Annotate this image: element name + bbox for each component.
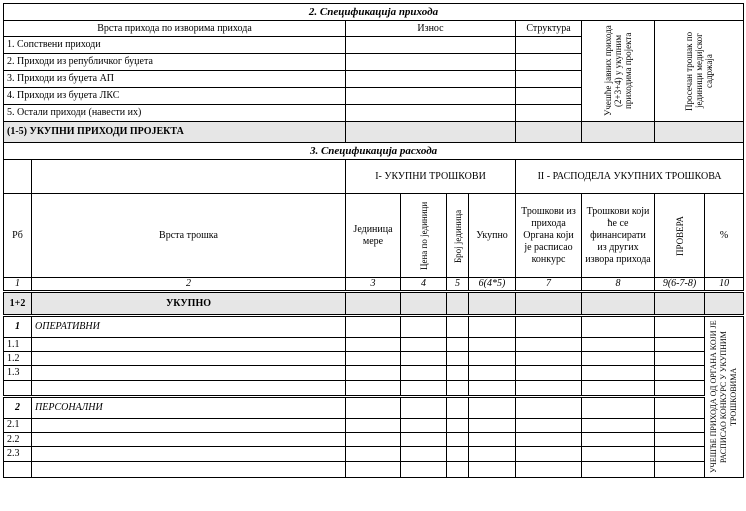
row-rb: 2.2 (4, 433, 32, 447)
column-number: 5 (447, 278, 469, 292)
column-number: 9(6-7-8) (655, 278, 705, 292)
income-structure-cell[interactable] (516, 54, 582, 71)
income-total-avg[interactable] (655, 122, 744, 143)
expense-table (3, 142, 744, 478)
income-structure-cell[interactable] (516, 105, 582, 122)
check-header: ПРОВЕРА (655, 194, 705, 278)
income-total-share[interactable] (582, 122, 655, 143)
total-costs-group-header: I- УКУПНИ ТРОШКОВИ (346, 160, 516, 194)
income-structure-cell[interactable] (516, 71, 582, 88)
row-rb: 1.3 (4, 366, 32, 380)
cost-distribution-group-header: II - РАСПОДЕЛА УКУПНИХ ТРОШКОВА (516, 160, 744, 194)
income-section-title: 2. Спецификација прихода (4, 4, 744, 21)
organ-share-note: УЧЕШЋЕ ПРИХОДА ОД ОРГАНА КОЈИ ЈЕ РАСПИСАО КОНКУРС У УКУПНИМ ТРОШКОВИМА (705, 316, 744, 478)
section-personnel-rb: 2 (4, 396, 32, 418)
income-row-label: 2. Приходи из републичког буџета (4, 54, 346, 71)
row-rb: 2.3 (4, 447, 32, 461)
income-amount-cell[interactable] (346, 37, 516, 54)
grand-total-label: УКУПНО (32, 292, 346, 316)
unit-price-header: Цена по јединици (401, 194, 447, 278)
public-share-header: Учешће јавних прихода (2+3+4) у укупним приходима пројекта (582, 21, 655, 122)
income-row-label: 4. Приходи из буџета ЛКС (4, 88, 346, 105)
rb-header: Рб (4, 194, 32, 278)
other-sources-header: Трошкови који ће се финансирати из других извора прихода (582, 194, 655, 278)
column-number: 4 (401, 278, 447, 292)
row-rb (4, 461, 32, 478)
percent-header: % (705, 194, 744, 278)
avg-cost-header: Просечан трошак по јединици медијског садржаја (655, 21, 744, 122)
total-header: Укупно (469, 194, 516, 278)
cost-type-cell[interactable] (32, 380, 346, 396)
income-total-label: (1-5) УКУПНИ ПРИХОДИ ПРОЈЕКТА (4, 122, 346, 143)
income-row-label: 5. Остали приходи (навести их) (4, 105, 346, 122)
row-rb: 2.1 (4, 418, 32, 432)
column-number: 3 (346, 278, 401, 292)
income-total-structure[interactable] (516, 122, 582, 143)
column-number: 8 (582, 278, 655, 292)
unit-header: Јединица мере (346, 194, 401, 278)
section-operating-rb: 1 (4, 316, 32, 338)
income-total-amount[interactable] (346, 122, 516, 143)
budget-form (3, 3, 743, 478)
column-number: 7 (516, 278, 582, 292)
cost-type-cell[interactable] (32, 337, 346, 351)
section-personnel-label: ПЕРСОНАЛНИ (32, 396, 346, 418)
income-table (3, 3, 744, 143)
income-amount-cell[interactable] (346, 71, 516, 88)
income-type-header: Врста прихода по изворима прихода (4, 21, 346, 37)
income-structure-header: Структура (516, 21, 582, 37)
income-row-label: 1. Сопствени приходи (4, 37, 346, 54)
income-structure-cell[interactable] (516, 88, 582, 105)
expense-section-title: 3. Спецификација расхода (4, 143, 744, 160)
section-operating-label: ОПЕРАТИВНИ (32, 316, 346, 338)
grand-total-rb: 1+2 (4, 292, 32, 316)
row-rb (4, 380, 32, 396)
income-amount-cell[interactable] (346, 54, 516, 71)
row-rb: 1.2 (4, 352, 32, 366)
cost-type-header: Врста трошка (32, 194, 346, 278)
cost-type-cell[interactable] (32, 447, 346, 461)
cost-type-cell[interactable] (32, 433, 346, 447)
cost-type-cell[interactable] (32, 418, 346, 432)
income-amount-cell[interactable] (346, 105, 516, 122)
income-row-label: 3. Приходи из буџета АП (4, 71, 346, 88)
cost-type-cell[interactable] (32, 461, 346, 478)
column-number: 1 (4, 278, 32, 292)
income-amount-cell[interactable] (346, 88, 516, 105)
income-amount-header: Износ (346, 21, 516, 37)
unit-count-header: Број јединица (447, 194, 469, 278)
column-number: 6(4*5) (469, 278, 516, 292)
organ-costs-header: Трошкови из прихода Органа који је расписао конкурс (516, 194, 582, 278)
cost-type-cell[interactable] (32, 352, 346, 366)
income-structure-cell[interactable] (516, 37, 582, 54)
column-number: 10 (705, 278, 744, 292)
row-rb: 1.1 (4, 337, 32, 351)
column-number: 2 (32, 278, 346, 292)
cost-type-cell[interactable] (32, 366, 346, 380)
